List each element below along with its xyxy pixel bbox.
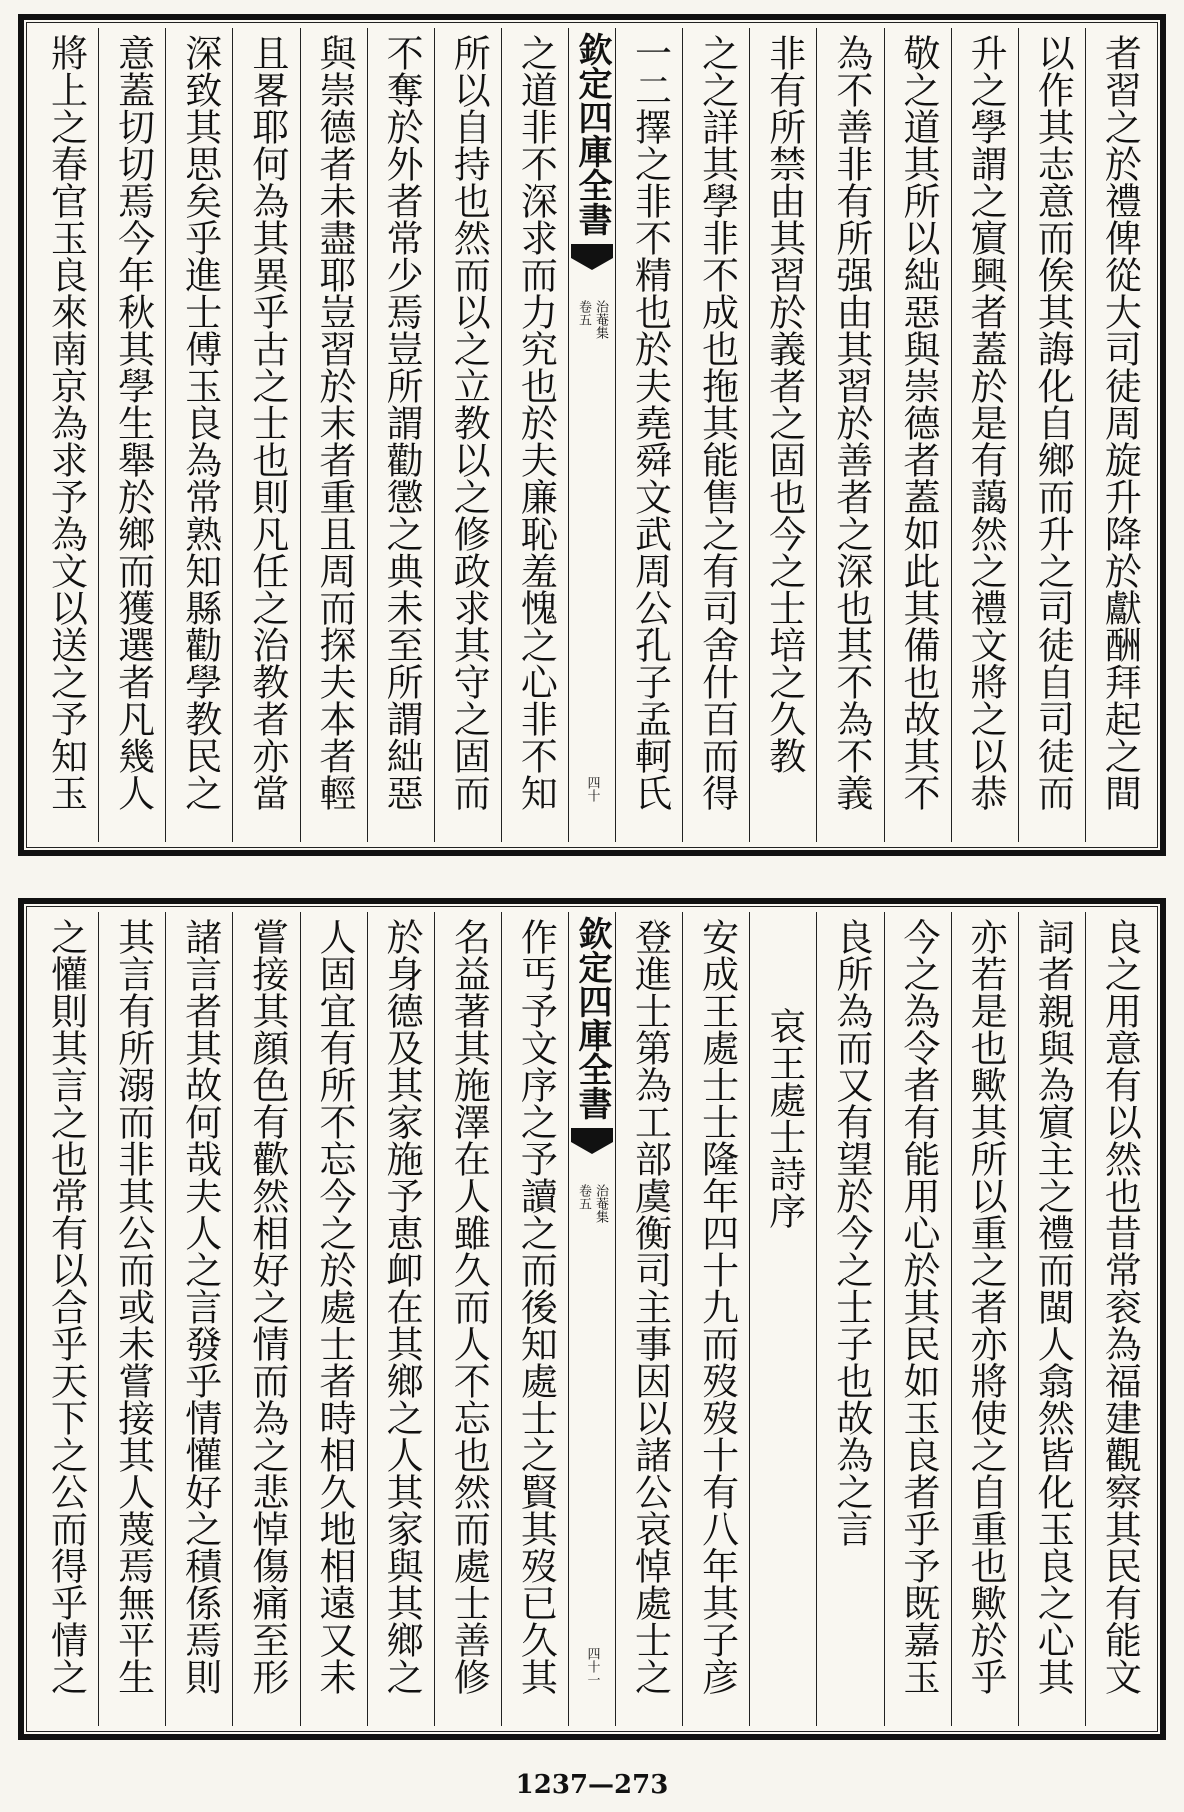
section-title: 哀王處士詩序 [762,1007,806,1229]
column-text: 其言有所溺而非其公而或未嘗接其人蔑焉無平生 [111,918,155,1695]
column-text: 者習之於禮俾從大司徒周旋升降於獻酬拜起之間 [1098,34,1142,811]
column-text: 良之用意有以然也昔常衮為福建觀察其民有能文 [1098,918,1142,1695]
text-column [232,28,299,842]
gutter-title: 欽定四庫全書 [572,916,612,1120]
top-page [18,14,1166,856]
text-column [98,28,165,842]
fishtail-mark-icon [571,244,613,270]
column-text: 今之為令者有能用心於其民如玉良者乎予既嘉玉 [896,918,940,1695]
column-text: 人固宜有所不忘今之於處士者時相久地相遠又未 [312,918,356,1695]
text-column [951,912,1018,1726]
column-text: 深致其思矣乎進士傅玉良為常熟知縣勸學教民之 [178,34,222,811]
text-column [501,28,568,842]
text-column [816,28,883,842]
column-text: 所以自持也然而以之立教以之修政求其守之固而 [447,34,491,811]
column-text: 亦若是也歟其所以重之者亦將使之自重也歟於乎 [964,918,1008,1695]
page-footer-number: 1237—273 [515,1770,669,1800]
column-text: 為不善非有所强由其習於善者之深也其不為不義 [829,34,873,811]
text-column [749,912,816,1726]
text-column [434,28,501,842]
text-column [300,28,367,842]
bottom-columns [32,912,1152,1726]
text-column [1018,28,1085,842]
text-column [501,912,568,1726]
text-column [884,912,951,1726]
text-column [165,912,232,1726]
gutter-page-number: 四十 [584,776,600,802]
text-column [300,912,367,1726]
text-column [1018,912,1085,1726]
text-column [165,28,232,842]
column-text: 意蓋切切焉今年秋其學生舉於鄉而獲選者凡幾人 [111,34,155,811]
text-column [367,28,434,842]
text-column [32,28,98,842]
text-column [1085,28,1152,842]
column-text: 之之詳其學非不成也拖其能售之有司舍什百而得 [695,34,739,811]
column-text: 一二擇之非不精也於夫堯舜文武周公孔子孟軻氏 [628,34,672,811]
column-text: 安成王處士士隆年四十九而歿歿十有八年其子彦 [695,918,739,1695]
gutter-page-number: 四十一 [584,1647,600,1686]
text-column [951,28,1018,842]
text-column [682,912,749,1726]
text-column [434,912,501,1726]
column-text: 名益著其施澤在人雖久而人不忘也然而處士善修 [447,918,491,1695]
center-gutter [568,28,615,842]
column-text: 非有所禁由其習於義者之固也今之士培之久教 [762,34,806,774]
bottom-page [18,898,1166,1740]
gutter-volume: 卷五 [576,1184,591,1210]
column-text: 於身德及其家施予恵卹在其鄉之人其家與其鄉之 [380,918,424,1695]
gutter-book-info [577,1184,607,1223]
text-column [1085,912,1152,1726]
fishtail-mark-icon [571,1128,613,1154]
text-column [816,912,883,1726]
column-text: 良所為而又有望於今之士子也故為之言 [829,918,873,1547]
center-gutter [568,912,615,1726]
text-column [615,912,682,1726]
text-column [749,28,816,842]
column-text: 登進士第為工部虞衡司主事因以諸公哀悼處士之 [628,918,672,1695]
column-text: 詞者親與為賔主之禮而閩人翕然皆化玉良之心其 [1031,918,1075,1695]
column-text: 以作其志意而俟其誨化自鄉而升之司徒自司徒而 [1031,34,1075,811]
gutter-book-name: 治菴集 [593,300,608,339]
column-text: 諸言者其故何哉夫人之言發乎情懽好之積係焉則 [178,918,222,1695]
column-text: 嘗接其顔色有歡然相好之情而為之悲悼傷痛至形 [245,918,289,1695]
column-text: 敬之道其所以絀惡與崇德者蓋如此其備也故其不 [896,34,940,811]
column-text: 不奪於外者常少焉豈所謂勸懲之典未至所謂絀惡 [380,34,424,811]
column-text: 將上之春官玉良來南京為求予為文以送之予知玉 [44,34,88,811]
column-text: 升之學謂之賔興者蓋於是有藹然之禮文將之以恭 [964,34,1008,811]
column-text: 作丐予文序之予讀之而後知處士之賢其歿已久其 [514,918,558,1695]
top-columns [32,28,1152,842]
gutter-volume: 卷五 [576,300,591,326]
text-column [98,912,165,1726]
column-text: 且畧耶何為其異乎古之士也則凡任之治教者亦當 [245,34,289,811]
gutter-book-name: 治菴集 [593,1184,608,1223]
text-column [884,28,951,842]
text-column [682,28,749,842]
gutter-title: 欽定四庫全書 [572,32,612,236]
column-text: 與崇德者未盡耶豈習於末者重且周而探夫本者輕 [312,34,356,811]
text-column [32,912,98,1726]
text-column [232,912,299,1726]
text-column [367,912,434,1726]
text-column [615,28,682,842]
column-text: 之懽則其言之也常有以合乎天下之公而得乎情之 [44,918,88,1695]
gutter-book-info [577,300,607,339]
column-text: 之道非不深求而力究也於夫廉恥羞愧之心非不知 [514,34,558,811]
